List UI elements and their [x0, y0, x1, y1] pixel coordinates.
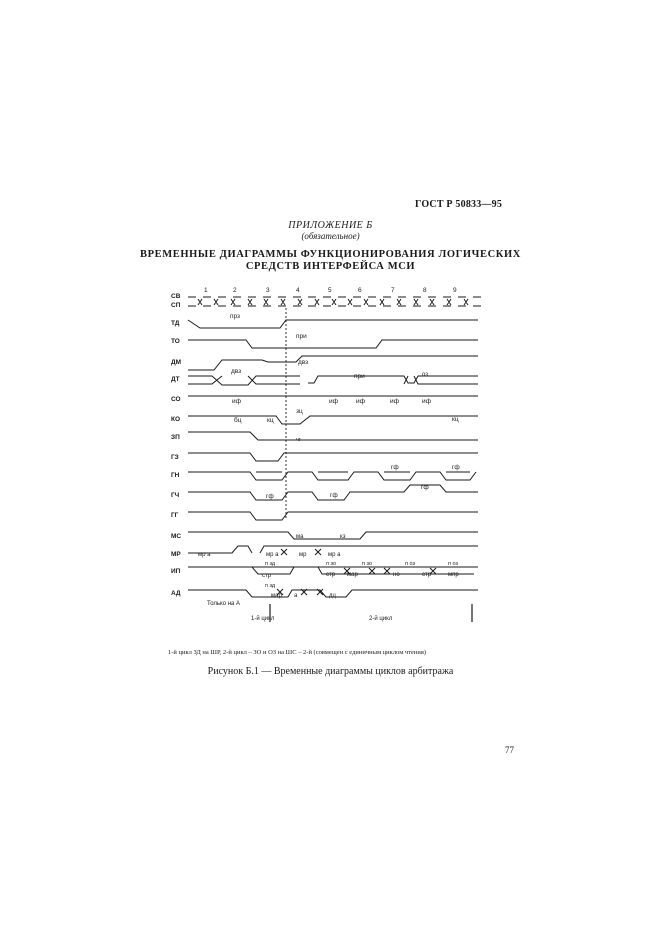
signal-label-9: ЗП	[171, 434, 180, 441]
oz-label: оз	[422, 372, 429, 378]
if-label-1: иф	[232, 398, 241, 405]
prz-label: прз	[230, 313, 241, 320]
only-a-label: Только на А	[207, 601, 241, 607]
ip-no-label: но	[393, 572, 400, 578]
signal-label-5: ДМ	[171, 359, 182, 366]
kc-label-2: кц	[452, 416, 459, 423]
gf-gch-label-3: гф	[421, 484, 429, 491]
ms-kz-label: кз	[340, 534, 346, 540]
page-title-line-2: СРЕДСТВ ИНТЕРФЕЙСА МСИ	[245, 261, 416, 272]
signal-label-2: СП	[171, 302, 181, 309]
zc-label: зц	[296, 408, 303, 415]
page-title-line-1: ВРЕМЕННЫЕ ДИАГРАММЫ ФУНКЦИОНИРОВАНИЯ ЛОГИЧЕСКИХ	[140, 249, 521, 260]
mr-label-1: мр а	[198, 552, 211, 558]
wave-td	[188, 320, 478, 328]
clock-numbers	[204, 287, 457, 294]
signal-label-8: КО	[171, 416, 181, 423]
bc-label: бц	[234, 417, 242, 424]
signal-label-12: ГЧ	[171, 492, 180, 499]
signal-label-3: ТД	[171, 320, 180, 327]
ip-str-label-2: стр	[326, 572, 336, 578]
figure-caption: Рисунок Б.1 — Временные диаграммы циклов арбитража	[207, 666, 454, 677]
wave-ms	[188, 532, 478, 539]
if-label-2: иф	[329, 398, 338, 405]
ad-a-label: а	[294, 593, 298, 599]
gf-gch-label-2: гф	[330, 492, 338, 499]
cycle-1-label: 1-й цикл	[251, 616, 275, 622]
wave-gz	[188, 453, 478, 461]
ip-poz-label: п оз	[405, 561, 416, 567]
ms-ma-label: ма	[296, 534, 304, 540]
if-label-3: иф	[356, 398, 365, 405]
clock-number-5: 5	[328, 287, 332, 294]
ad-pzd-label: п зд	[265, 583, 276, 589]
pri-to-label: при	[296, 333, 307, 340]
clock-number-4: 4	[296, 287, 300, 294]
signal-label-4: ТО	[171, 338, 180, 345]
clock-number-6: 6	[358, 287, 362, 294]
ip-mpr-label: мпр	[448, 572, 459, 578]
mr-label-2: мр а	[266, 552, 279, 558]
wave-zp	[188, 432, 478, 440]
ip-str-label-1: стр	[262, 573, 272, 579]
pri-dt-label: при	[354, 373, 365, 380]
cycle-2-label: 2-й цикл	[369, 616, 393, 622]
signal-label-14: МС	[171, 533, 182, 540]
appendix-title: ПРИЛОЖЕНИЕ Б	[288, 220, 373, 231]
dvz-label: двз	[231, 368, 242, 375]
dvz-label-2: двз	[298, 359, 309, 366]
kc-label-1: кц	[267, 417, 274, 424]
clock-number-3: 3	[266, 287, 270, 294]
mr-label-4: мр а	[328, 552, 341, 558]
clock-number-7: 7	[391, 287, 395, 294]
signal-label-11: ГН	[171, 472, 180, 479]
ip-pzo-label-2: п зо	[362, 561, 373, 567]
ip-str-label-3: стр	[422, 572, 432, 578]
ad-dc-label: дц	[329, 593, 336, 599]
wave-sp-x	[198, 299, 468, 305]
ip-mar-label: мар	[271, 593, 282, 599]
annotations	[198, 313, 460, 622]
footnote: 1-й цикл ЗД на ШР, 2-й цикл – ЗО и ОЗ на ШС – 2-й (совмещен с единичным циклом чтения)	[168, 649, 427, 656]
wave-dt-b	[188, 376, 478, 384]
signal-label-16: ИП	[171, 568, 181, 575]
signal-label-17: АД	[171, 590, 181, 597]
ip-poz-label-2: п оз	[448, 561, 459, 567]
wave-gg	[188, 512, 478, 520]
wave-gn	[188, 472, 476, 480]
appendix-subtitle: (обязательное)	[301, 231, 360, 241]
mr-label-3: мр	[299, 552, 307, 558]
clock-number-8: 8	[423, 287, 427, 294]
ip-pzd-label: п зд	[265, 561, 276, 567]
wave-ko	[188, 416, 478, 424]
gf-gn-label-1: гф	[391, 464, 399, 471]
clock-number-1: 1	[204, 287, 208, 294]
gf-gch-label-1: гф	[266, 493, 274, 500]
signal-label-10: ГЗ	[171, 454, 179, 461]
standard-number: ГОСТ Р 50833—95	[415, 199, 503, 210]
signal-label-7: СО	[171, 396, 181, 403]
ip-mar-label-2: мар	[347, 572, 358, 578]
chg-label: чг	[296, 437, 301, 443]
signal-labels	[171, 293, 181, 597]
page-number: 77	[505, 745, 514, 755]
if-label-5: иф	[422, 398, 431, 405]
wave-to	[188, 340, 478, 348]
clock-number-2: 2	[233, 287, 237, 294]
signal-label-13: ГГ	[171, 512, 179, 519]
ip-pzo-label: п зо	[326, 561, 337, 567]
signal-label-15: МР	[171, 551, 181, 558]
clock-number-9: 9	[453, 287, 457, 294]
gf-gn-label-2: гф	[452, 464, 460, 471]
if-label-4: иф	[390, 398, 399, 405]
signal-label-6: ДТ	[171, 376, 180, 383]
signal-label-1: СВ	[171, 293, 181, 300]
